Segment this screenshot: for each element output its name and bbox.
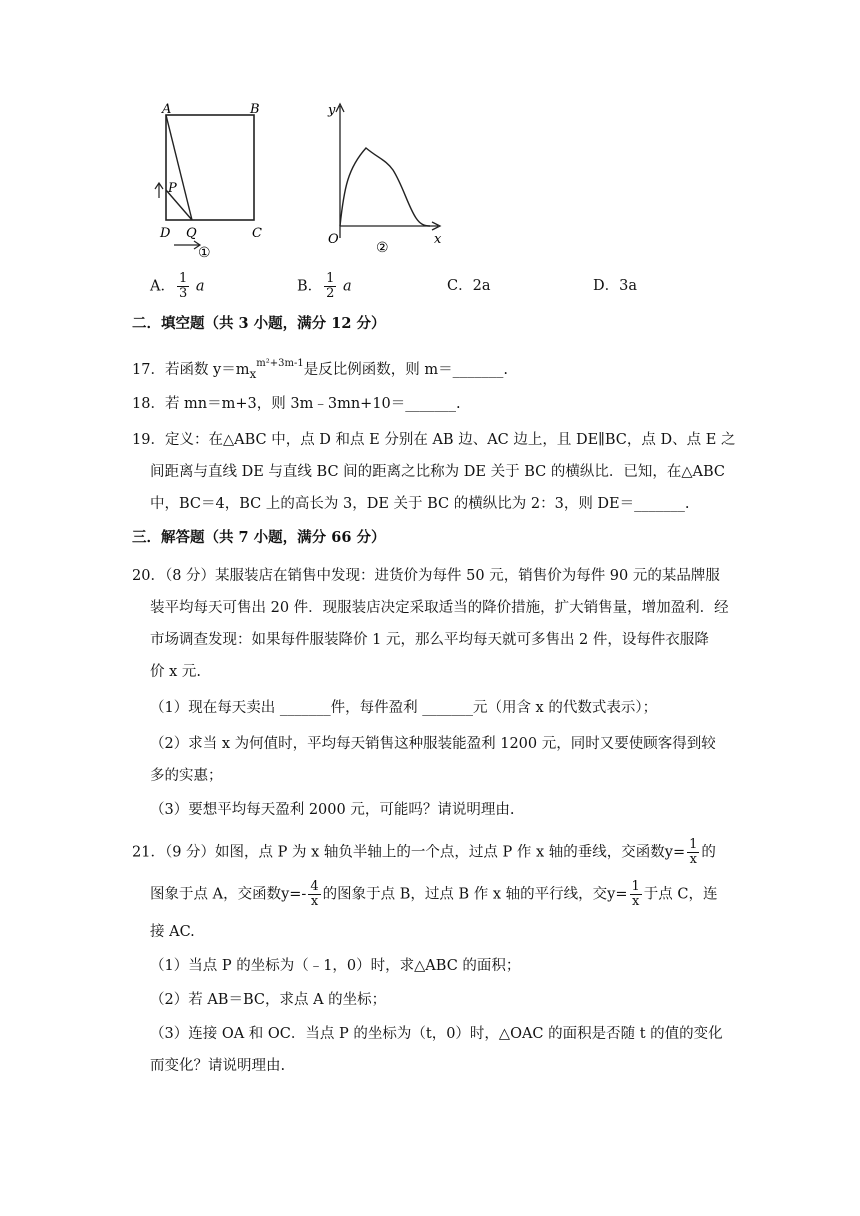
question-18: 18．若 mn＝m+3，则 3m﹣3mn+10＝_______.	[132, 396, 461, 412]
option-d: D．3a	[593, 278, 637, 294]
label-C: C	[252, 226, 262, 241]
question-21-part-3-line-1: （3）连接 OA 和 OC．当点 P 的坐标为（t，0）时，△OAC 的面积是否随 t 的值的变化	[150, 1026, 723, 1042]
question-21-part-1: （1）当点 P 的坐标为（﹣1，0）时，求△ABC 的面积；	[150, 958, 521, 974]
question-21-line-3: 接 AC.	[150, 924, 195, 940]
question-21-line-1: 21．（9 分）如图，点 P 为 x 轴负半轴上的一个点，过点 P 作 x 轴的垂线，交函数y= $\frac{1}{x}$ 的	[132, 837, 716, 867]
question-20-part-1: （1）现在每天卖出 _______件，每件盈利 _______元（用含 x 的代数式表示）；	[150, 700, 658, 716]
question-19-line-1: 19．定义：在△ABC 中，点 D 和点 E 分别在 AB 边、AC 边上，且 DE∥BC，点 D、点 E 之	[132, 432, 736, 448]
question-21-part-2: （2）若 AB＝BC，求点 A 的坐标；	[150, 992, 387, 1008]
section-2-heading: 二．填空题（共 3 小题，满分 12 分）	[132, 315, 386, 332]
option-c: C．2a	[447, 278, 491, 294]
question-20-line-4: 价 x 元.	[150, 664, 202, 680]
figure-graph	[318, 98, 448, 258]
question-20-part-2-line-1: （2）求当 x 为何值时，平均每天销售这种服装能盈利 1200 元，同时又要使顾客得到较	[150, 736, 716, 752]
option-a: A． $\frac{1}{3}$ a	[150, 271, 205, 301]
figure1-number: ①	[198, 245, 211, 260]
question-17: 17．若函数 $y=m_x^{m^2+3m-1}$是反比例函数，则 m＝_______.	[132, 358, 508, 381]
question-20-line-1: 20．（8 分）某服装店在销售中发现：进货价为每件 50 元，销售价为每件 90 元的某品牌服	[132, 568, 720, 584]
question-21-line-2: 图象于点 A，交函数y=- $\frac{4}{x}$ 的图象于点 B，过点 B 作 x 轴的平行线，交y= $\frac{1}{x}$ 于点 C，连	[150, 879, 718, 909]
question-21-part-3-line-2: 而变化？请说明理由.	[150, 1058, 286, 1074]
question-19-line-3: 中，BC＝4，BC 上的高长为 3，DE 关于 BC 的横纵比为 2：3，则 DE＝_______.	[150, 496, 690, 512]
label-x: x	[434, 232, 442, 247]
label-Q: Q	[186, 226, 197, 241]
figure-square	[148, 100, 278, 260]
label-B: B	[250, 102, 260, 117]
option-b: B． $\frac{1}{2}$ a	[297, 271, 352, 301]
question-20-line-2: 装平均每天可售出 20 件．现服装店决定采取适当的降价措施，扩大销售量，增加盈利．经	[150, 600, 729, 616]
label-A: A	[162, 102, 172, 117]
question-20-part-2-line-2: 多的实惠；	[150, 768, 223, 784]
label-y: y	[328, 103, 336, 118]
question-20-part-3: （3）要想平均每天盈利 2000 元，可能吗？请说明理由.	[150, 802, 515, 818]
question-19-line-2: 间距离与直线 DE 与直线 BC 间的距离之比称为 DE 关于 BC 的横纵比．已知，在△ABC	[150, 464, 725, 480]
label-O: O	[328, 232, 339, 247]
label-P: P	[168, 181, 177, 196]
section-3-heading: 三．解答题（共 7 小题，满分 66 分）	[132, 529, 386, 546]
question-20-line-3: 市场调查发现：如果每件服装降价 1 元，那么平均每天就可多售出 2 件，设每件衣服降	[150, 632, 709, 648]
label-D: D	[160, 226, 171, 241]
figure2-number: ②	[376, 240, 389, 256]
